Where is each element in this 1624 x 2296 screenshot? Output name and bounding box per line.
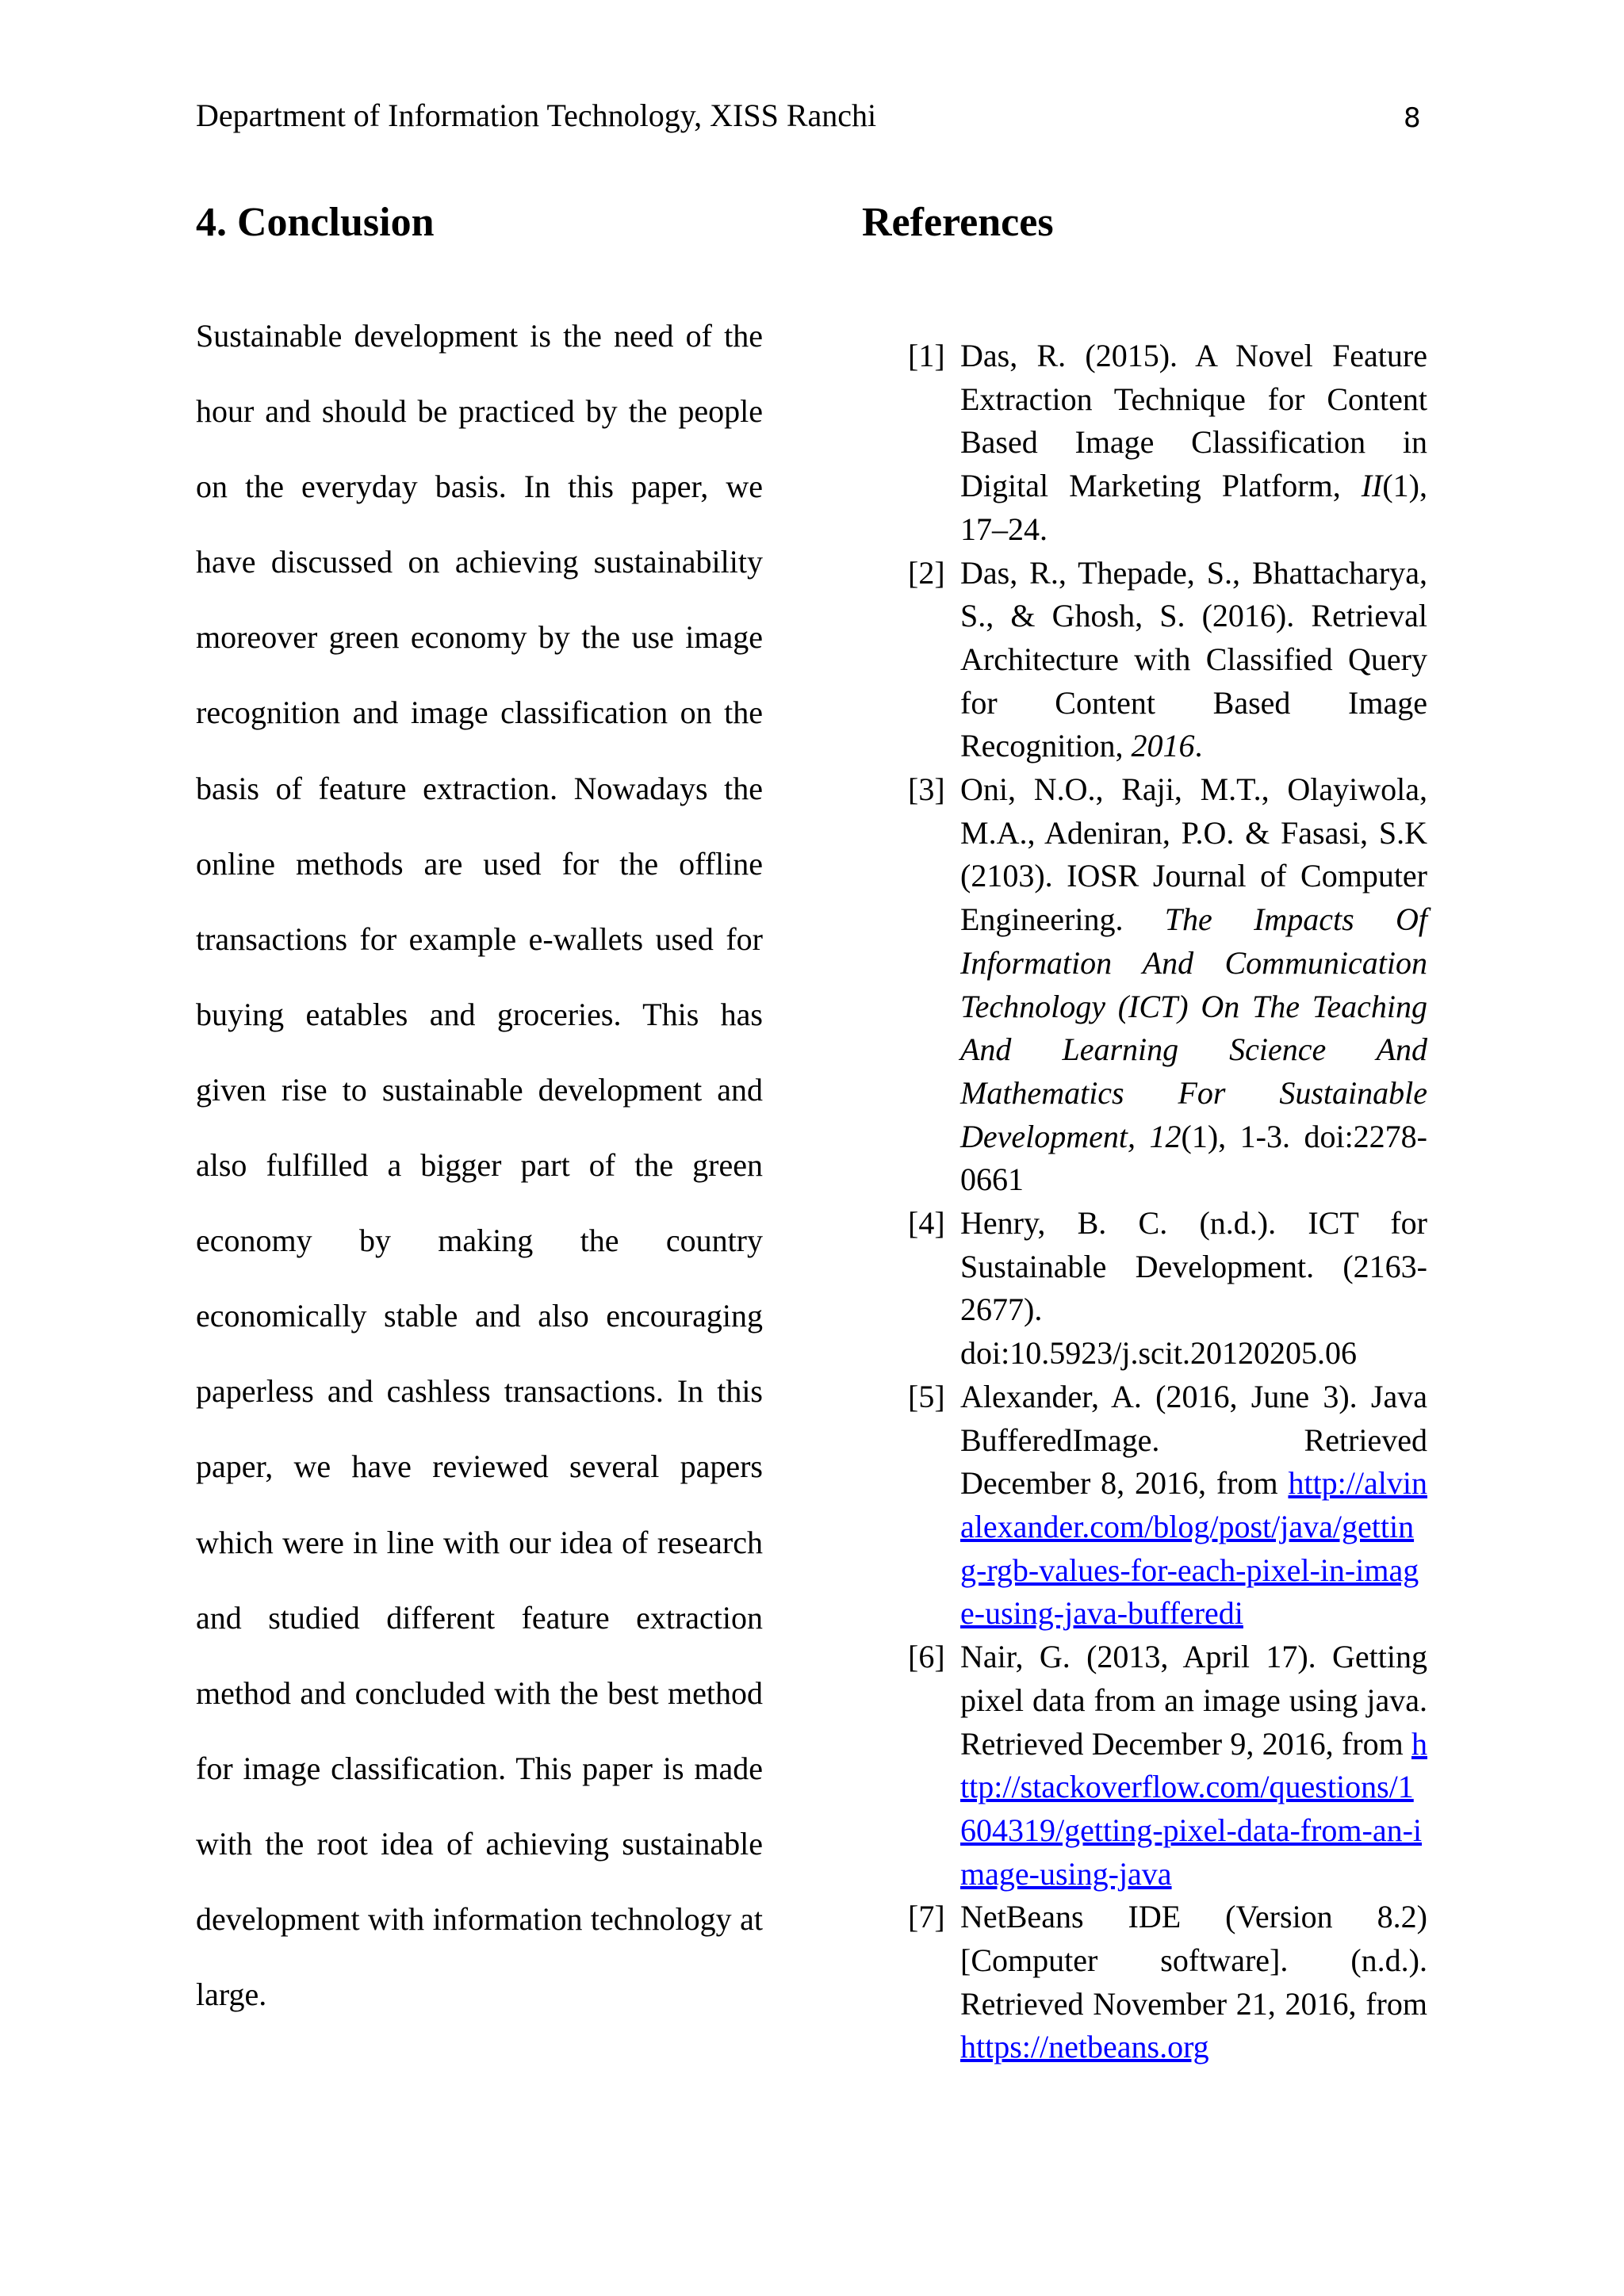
reference-text: Nair, G. (2013, April 17). Getting pixel data from an image using java. Retrieved December 9, 2016, from	[960, 1639, 1427, 1762]
reference-italic: The Impacts Of Information And Communication Technology (ICT) On The Teaching And Learning Science And Mathematics For Sustainable Development, 12	[960, 901, 1427, 1154]
references-heading: References	[862, 200, 1054, 245]
reference-item	[862, 768, 1427, 1202]
reference-number: [3]	[908, 771, 945, 808]
page-number: 8	[1404, 102, 1421, 134]
reference-number: [6]	[908, 1639, 945, 1675]
reference-list	[862, 335, 1427, 2069]
reference-number: [4]	[908, 1205, 945, 1242]
reference-item	[862, 335, 1427, 552]
reference-tail: (1), 1-3. doi:2278-0661	[960, 1118, 1428, 1198]
reference-item	[862, 1202, 1427, 1376]
reference-number: [1]	[908, 338, 945, 373]
reference-link[interactable]: http://alvinalexander.com/blog/post/java/getting-rgb-values-for-each-pixel-in-image-using-java-bufferedi	[960, 1465, 1427, 1632]
reference-tail: .	[1194, 728, 1203, 764]
reference-text: Alexander, A. (2016, June 3). Java BufferedImage. Retrieved December 8, 2016, from	[960, 1378, 1427, 1502]
running-header: Department of Information Technology, XISS Ranchi	[196, 98, 877, 133]
conclusion-heading: 4. Conclusion	[196, 200, 435, 245]
reference-text: Oni, N.O., Raji, M.T., Olayiwola, M.A., Adeniran, P.O. & Fasasi, S.K (2103). IOSR Journal of Computer Engineering.	[960, 771, 1427, 938]
reference-item	[862, 1636, 1427, 1896]
reference-text: Henry, B. C. (n.d.). ICT for Sustainable Development. (2163-2677). doi:10.5923/j.scit.20120205.06	[960, 1205, 1427, 1372]
reference-italic: II	[1361, 468, 1383, 504]
reference-number: [7]	[908, 1899, 945, 1935]
reference-text: NetBeans IDE (Version 8.2) [Computer software]. (n.d.). Retrieved November 21, 2016, from	[960, 1899, 1427, 2022]
reference-number: [5]	[908, 1378, 945, 1414]
references-section	[862, 195, 1427, 2069]
reference-italic: 2016	[1131, 728, 1195, 764]
reference-item	[862, 552, 1427, 769]
reference-tail: (1), 17–24.	[960, 468, 1427, 547]
reference-text: Das, R., Thepade, S., Bhattacharya, S., & Ghosh, S. (2016). Retrieval Architecture with Classified Query for Content Based Image Recognition,	[960, 554, 1427, 764]
reference-link[interactable]: https://netbeans.org	[960, 2029, 1209, 2065]
reference-item	[862, 1376, 1427, 1636]
reference-link[interactable]: http://stackoverflow.com/questions/1604319/getting-pixel-data-from-an-image-using-java	[960, 1725, 1427, 1892]
conclusion-paragraph: Sustainable development is the need of the hour and should be practiced by the people on the everyday basis. In this paper, we have discussed on achieving sustainability moreover green economy by the use image recognition and image classification on the basis of feature extraction. Nowadays the online methods are used for the offline transactions for example e-wallets used for buying eatables and groceries. This has given rise to sustainable development and also fulfilled a bigger part of the green economy by making the country economically stable and also encouraging paperless and cashless transactions. In this paper, we have reviewed several papers which were in line with our idea of research and studied different feature extraction method and concluded with the best method for image classification. This paper is made with the root idea of achieving sustainable development with information technology at large.	[196, 318, 763, 2013]
reference-item	[862, 1896, 1427, 2069]
conclusion-section	[196, 195, 763, 2032]
reference-number: [2]	[908, 554, 945, 591]
reference-text: Das, R. (2015). A Novel Feature Extraction Technique for Content Based Image Classification in Digital Marketing Platform,	[960, 338, 1427, 504]
